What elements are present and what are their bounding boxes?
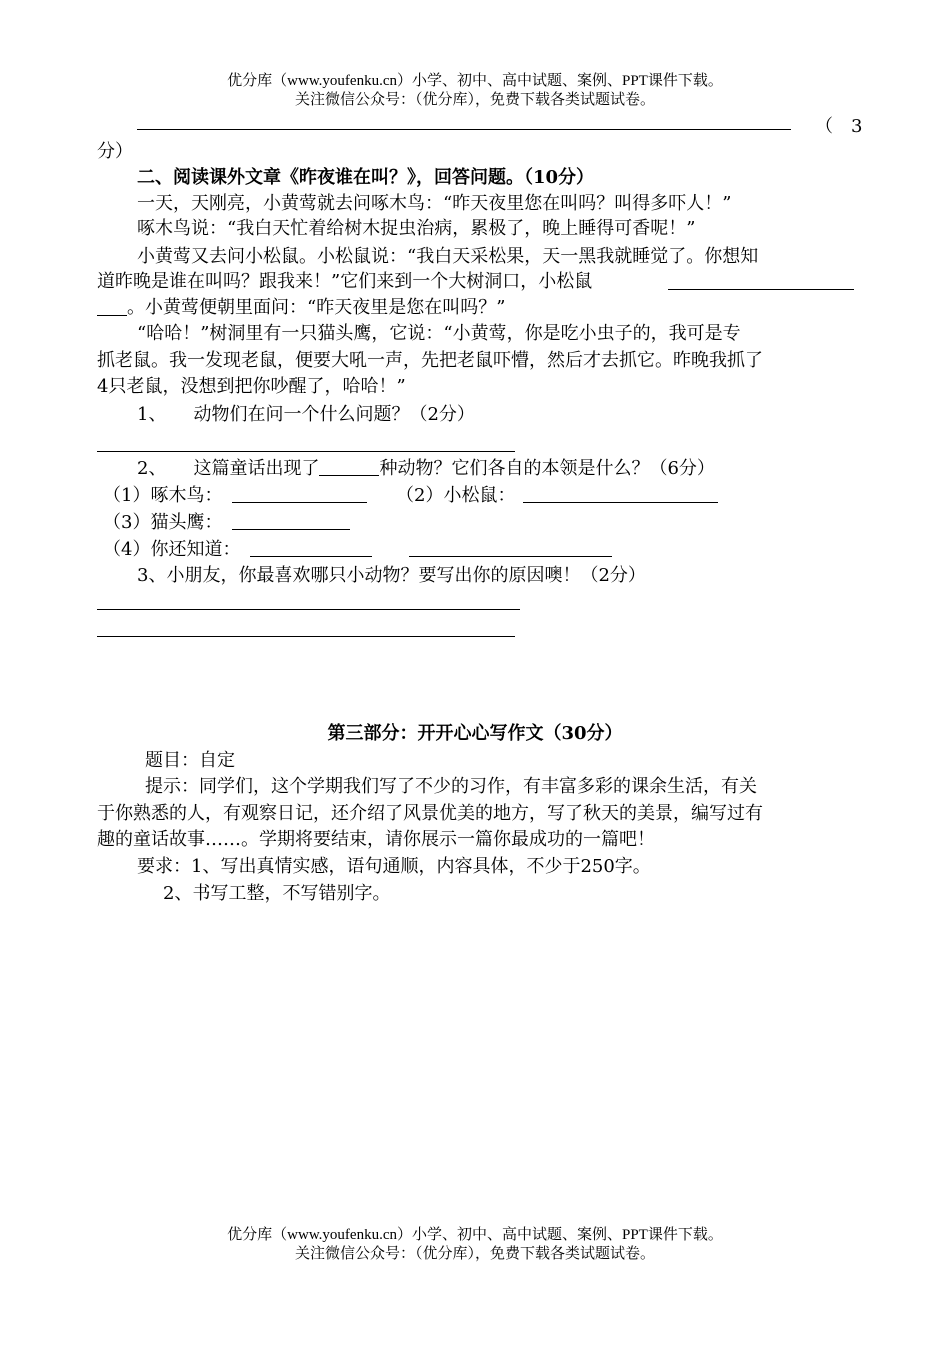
essay-topic: 题目：自定 (145, 750, 235, 771)
passage-p4b: 抓老鼠。我一发现老鼠，便要大吼一声，先把老鼠吓懵，然后才去抓它。昨晚我抓了 (97, 350, 763, 371)
answer-line-q1[interactable] (97, 451, 515, 452)
passage-p3c: 。小黄莺便朝里面问：“昨天夜里是您在叫吗？” (127, 297, 506, 318)
passage-p3a: 小黄莺又去问小松鼠。小松鼠说：“我白天采松果，天一黑我就睡觉了。你想知 (137, 246, 759, 267)
section2-title: 二、阅读课外文章《昨夜谁在叫？》，回答问题。（10分） (137, 167, 595, 188)
q2-squirrel-label: （2）小松鼠： (396, 485, 516, 506)
page-header-line2: 关注微信公众号：（优分库），免费下载各类试题试卷。 (294, 92, 655, 108)
essay-hint-c: 趣的童话故事……。学期将要结束，请你展示一篇你最成功的一篇吧！ (97, 829, 655, 850)
answer-line-woodpecker[interactable] (232, 502, 367, 503)
score-cont: 分） (97, 141, 133, 162)
question-2-part-b: 种动物？它们各自的本领是什么？（6分） (379, 458, 715, 479)
essay-requirement-2: 2、书写工整，不写错别字。 (163, 883, 391, 904)
essay-hint-b: 于你熟悉的人，有观察日记，还介绍了风景优美的地方，写了秋天的美景，编写过有 (97, 803, 763, 824)
question-3: 3、小朋友，你最喜欢哪只小动物？要写出你的原因噢！（2分） (137, 565, 646, 586)
answer-line-other-a[interactable] (250, 556, 372, 557)
answer-line-top[interactable] (137, 129, 791, 130)
answer-line-owl[interactable] (232, 529, 350, 530)
question-2-part-a: 2、 这篇童话出现了 (137, 458, 320, 479)
score-paren: （ 3 (815, 116, 863, 137)
passage-p4c: 4只老鼠，没想到把你吵醒了，哈哈！” (97, 376, 406, 397)
essay-requirement-1: 要求：1、写出真情实感，语句通顺，内容具体，不少于250字。 (137, 856, 651, 877)
question-1: 1、 动物们在问一个什么问题？（2分） (137, 404, 475, 425)
answer-line-q3-b[interactable] (97, 636, 515, 637)
fill-blank-count[interactable] (319, 457, 379, 476)
q2-owl-label: （3）猫头鹰： (103, 512, 223, 533)
passage-p3b: 道昨晚是谁在叫吗？跟我来！”它们来到一个大树洞口，小松鼠 (97, 271, 593, 292)
answer-line-squirrel[interactable] (523, 502, 718, 503)
page-footer-line2: 关注微信公众号：（优分库），免费下载各类试题试卷。 (294, 1246, 655, 1262)
answer-line-q3-a[interactable] (97, 609, 520, 610)
passage-p2: 啄木鸟说：“我白天忙着给树木捉虫治病，累极了，晚上睡得可香呢！” (137, 218, 696, 239)
fill-blank-squirrel-b[interactable] (97, 315, 127, 316)
passage-p1: 一天，天刚亮，小黄莺就去问啄木鸟：“昨天夜里您在叫吗？叫得多吓人！” (137, 193, 732, 214)
page-footer-line1: 优分库（www.youfenku.cn）小学、初中、高中试题、案例、PPT课件下载。 (227, 1227, 723, 1243)
essay-hint-a: 提示：同学们，这个学期我们写了不少的习作，有丰富多彩的课余生活，有关 (145, 776, 757, 797)
passage-p4a: “哈哈！”树洞里有一只猫头鹰，它说：“小黄莺，你是吃小虫子的，我可是专 (137, 323, 741, 344)
answer-line-other-b[interactable] (409, 556, 612, 557)
fill-blank-squirrel-a[interactable] (668, 289, 854, 290)
page-header-line1: 优分库（www.youfenku.cn）小学、初中、高中试题、案例、PPT课件下载。 (227, 73, 723, 89)
q2-other-label: （4）你还知道： (103, 539, 241, 560)
section3-title: 第三部分：开开心心写作文（30分） (327, 723, 623, 744)
q2-woodpecker-label: （1）啄木鸟： (103, 485, 223, 506)
question-2 (137, 457, 715, 481)
